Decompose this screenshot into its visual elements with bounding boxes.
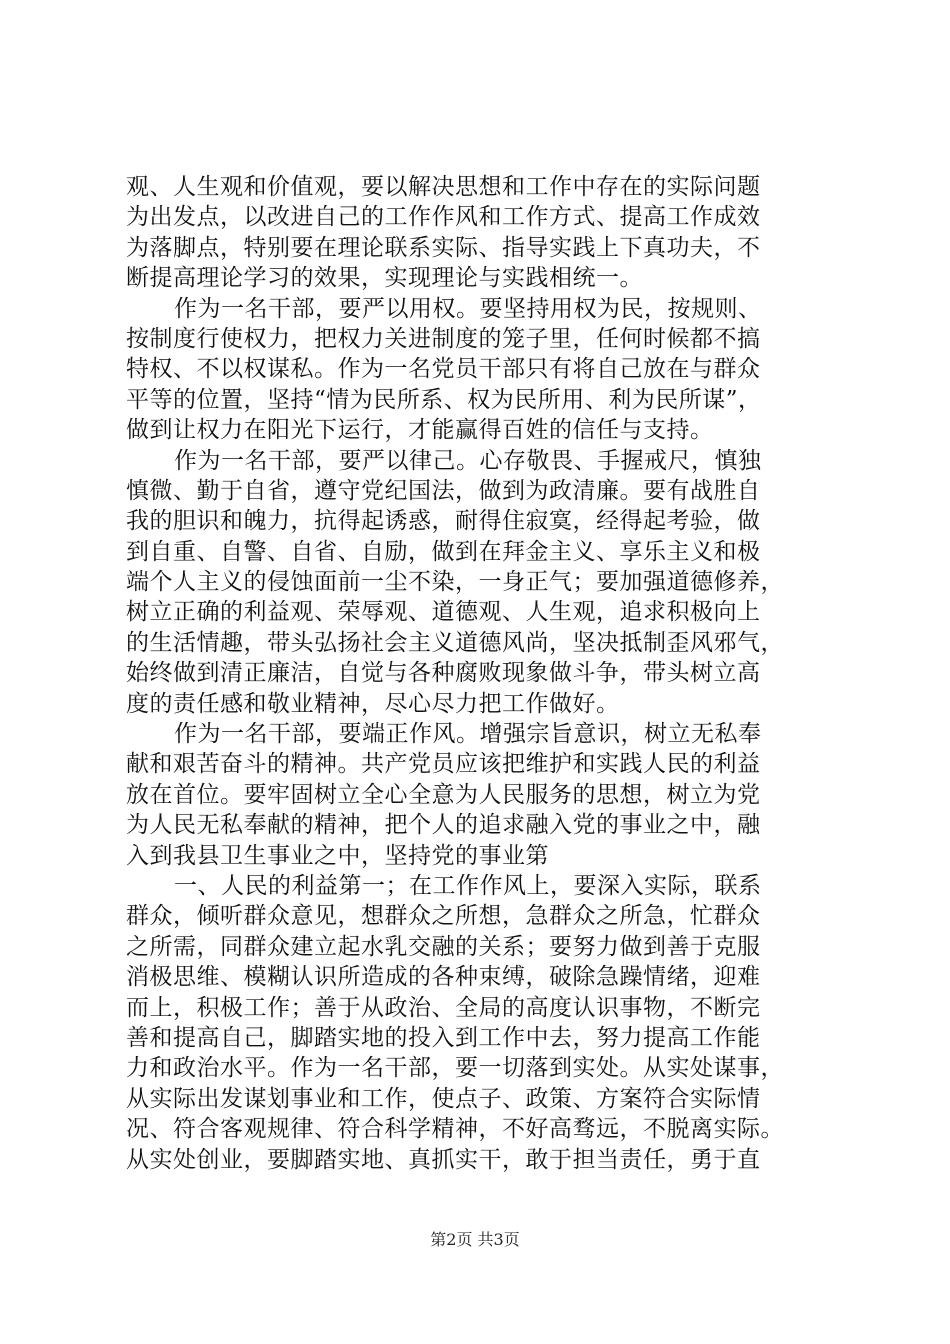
text-line: 献和艰苦奋斗的精神。共产党员应该把维护和实践人民的利益 <box>126 751 761 778</box>
text-line: 度的责任感和敬业精神，尽心尽力把工作做好。 <box>126 690 620 717</box>
text-line: 观、人生观和价值观，要以解决思想和工作中存在的实际问题 <box>126 174 761 200</box>
text-line: 而上，积极工作；善于从政治、全局的高度认识事物，不断完 <box>126 994 761 1021</box>
text-line: 始终做到清正廉洁，自觉与各种腐败现象做斗争，带头树立高 <box>126 660 761 687</box>
text-line: 慎微、勤于自省，遵守党纪国法，做到为政清廉。要有战胜自 <box>126 477 761 504</box>
text-line: 善和提高自己，脚踏实地的投入到工作中去，努力提高工作能 <box>126 1024 761 1051</box>
text-line: 入到我县卫生事业之中，坚持党的事业第 <box>126 842 549 869</box>
text-line: 从实际出发谋划事业和工作，使点子、政策、方案符合实际情 <box>126 1085 761 1112</box>
text-line: 为出发点，以改进自己的工作作风和工作方式、提高工作成效 <box>126 204 761 231</box>
text-line: 按制度行使权力，把权力关进制度的笼子里，任何时候都不搞 <box>126 325 761 352</box>
text-line: 力和政治水平。作为一名干部，要一切落到实处。从实处谋事， <box>126 1055 784 1082</box>
text-line: 我的胆识和魄力，抗得起诱惑，耐得住寂寞，经得起考验，做 <box>126 508 761 535</box>
text-line: 作为一名干部，要端正作风。增强宗旨意识，树立无私奉 <box>174 721 762 748</box>
text-line: 放在首位。要牢固树立全心全意为人民服务的思想，树立为党 <box>126 781 761 808</box>
text-line: 消极思维、模糊认识所造成的各种束缚，破除急躁情绪，迎难 <box>126 964 761 991</box>
text-line: 作为一名干部，要严以律己。心存敬畏、手握戒尺，慎独 <box>174 447 762 474</box>
text-line: 从实处创业，要脚踏实地、真抓实干，敢于担当责任，勇于直 <box>126 1146 761 1173</box>
text-line: 断提高理论学习的效果，实现理论与实践相统一。 <box>126 265 643 292</box>
text-line: 的生活情趣，带头弘扬社会主义道德风尚，坚决抵制歪风邪气， <box>126 629 784 656</box>
text-line: 群众，倾听群众意见，想群众之所想，急群众之所急，忙群众 <box>126 903 761 930</box>
text-line: 为人民无私奉献的精神，把个人的追求融入党的事业之中，融 <box>126 812 761 839</box>
text-line: 之所需，同群众建立起水乳交融的关系；要努力做到善于克服 <box>126 933 761 960</box>
text-line: 端个人主义的侵蚀面前一尘不染，一身正气；要加强道德修养， <box>126 569 784 596</box>
text-line: 树立正确的利益观、荣辱观、道德观、人生观，追求积极向上 <box>126 599 761 626</box>
text-line: 到自重、自警、自省、自励，做到在拜金主义、享乐主义和极 <box>126 538 761 565</box>
text-line: 况、符合客观规律、符合科学精神，不好高骛远，不脱离实际。 <box>126 1116 784 1143</box>
text-line: 做到让权力在阳光下运行，才能赢得百姓的信任与支持。 <box>126 417 714 444</box>
page-footer: 第2页 共3页 <box>430 1230 520 1249</box>
text-line: 一、人民的利益第一；在工作作风上，要深入实际，联系 <box>174 872 762 899</box>
text-line: 平等的位置，坚持“情为民所系、权为民所用、利为民所谋”， <box>126 386 762 413</box>
text-line: 为落脚点，特别要在理论联系实际、指导实践上下真功夫，不 <box>126 234 761 261</box>
document-body <box>126 172 834 1175</box>
text-line: 作为一名干部，要严以用权。要坚持用权为民，按规则、 <box>174 295 762 322</box>
text-line: 特权、不以权谋私。作为一名党员干部只有将自己放在与群众 <box>126 356 761 383</box>
